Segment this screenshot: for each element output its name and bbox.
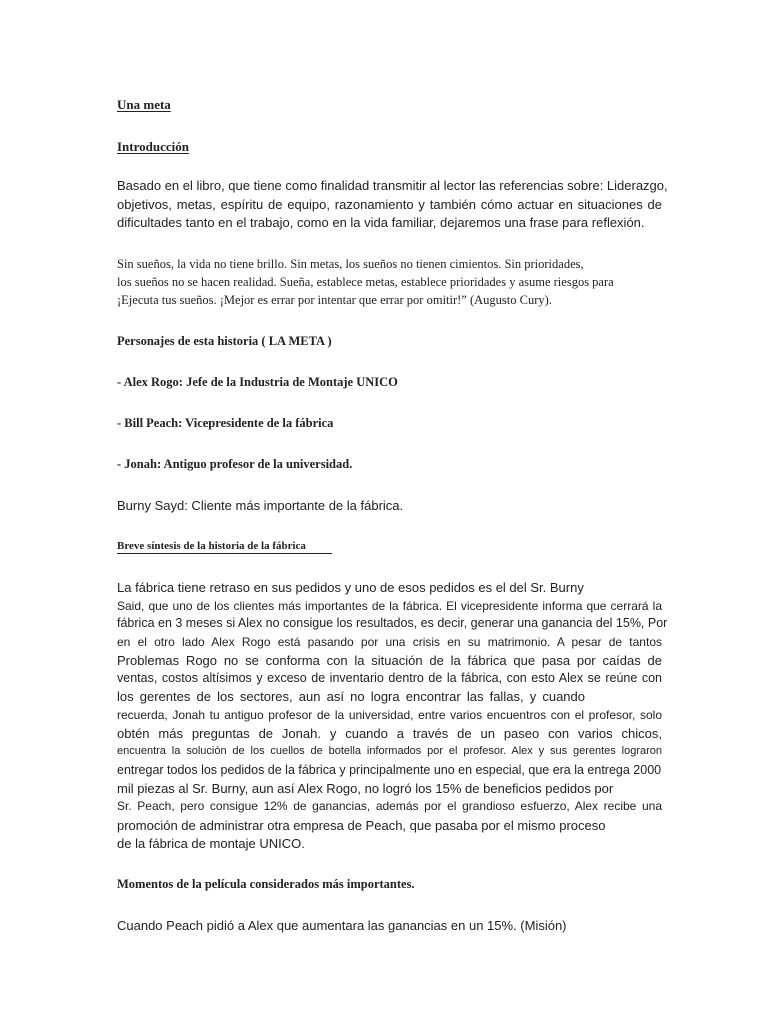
character-item: - Bill Peach: Vicepresidente de la fábrica bbox=[117, 416, 334, 430]
intro-heading: Introducción bbox=[117, 139, 189, 154]
intro-line: objetivos, metas, espíritu de equipo, razonamiento y también cómo actuar en situaciones de bbox=[117, 197, 662, 212]
summary-line: encuentra la solución de los cuellos de botella informados por el profesor. Alex y sus gerentes lograron bbox=[117, 745, 662, 757]
summary-line: Problemas Rogo no se conforma con la situación de la fábrica que pasa por caídas de bbox=[117, 653, 662, 668]
summary-line: Said, que uno de los clientes más importantes de la fábrica. El vicepresidente informa que cerrará la bbox=[117, 599, 662, 613]
summary-line: mil piezas al Sr. Burny, aun así Alex Rogo, no logró los 15% de beneficios pedidos por bbox=[117, 781, 614, 796]
summary-line: promoción de administrar otra empresa de Peach, que pasaba por el mismo proceso bbox=[117, 818, 606, 833]
summary-heading: Breve síntesis de la historia de la fábrica bbox=[117, 540, 306, 552]
quote-line: ¡Ejecuta tus sueños. ¡Mejor es errar por intentar que errar por omitir!” (Augusto Cury). bbox=[117, 293, 552, 307]
summary-line: ventas, costos altísimos y exceso de inventario dentro de la fábrica, con esto Alex se reúne con bbox=[117, 671, 662, 685]
characters-heading: Personajes de esta historia ( LA META ) bbox=[117, 334, 332, 348]
quote-line: Sin sueños, la vida no tiene brillo. Sin metas, los sueños no tienen cimientos. Sin prioridades, bbox=[117, 257, 584, 271]
character-item: - Alex Rogo: Jefe de la Industria de Montaje UNICO bbox=[117, 375, 398, 389]
summary-line: Sr. Peach, pero consigue 12% de ganancias, además por el grandioso esfuerzo, Alex recibe una bbox=[117, 799, 662, 813]
summary-line: en el otro lado Alex Rogo está pasando por una crisis en su matrimonio. A pesar de tantos bbox=[117, 635, 662, 649]
character-item: - Jonah: Antiguo profesor de la universidad. bbox=[117, 457, 353, 471]
summary-line: obtén más preguntas de Jonah. y cuando a través de un paseo con varios chicos, bbox=[117, 726, 662, 741]
summary-line: los gerentes de los sectores, aun así no logra encontrar las fallas, y cuando bbox=[117, 689, 585, 704]
client-line: Burny Sayd: Cliente más importante de la fábrica. bbox=[117, 498, 404, 513]
summary-line: de la fábrica de montaje UNICO. bbox=[117, 836, 305, 851]
summary-line: La fábrica tiene retraso en sus pedidos y uno de esos pedidos es el del Sr. Burny bbox=[117, 580, 584, 595]
moments-heading: Momentos de la película considerados más importantes. bbox=[117, 877, 415, 891]
intro-line: dificultades tanto en el trabajo, como en la vida familiar, dejaremos una frase para reflexión. bbox=[117, 215, 645, 230]
quote-line: los sueños no se hacen realidad. Sueña, establece metas, establece prioridades y asume riesgos para bbox=[117, 275, 614, 289]
summary-heading-rule bbox=[117, 553, 332, 554]
document-title: Una meta bbox=[117, 97, 171, 112]
summary-line: fábrica en 3 meses si Alex no consigue los resultados, es decir, generar una ganancia del 15%, Por bbox=[117, 616, 668, 630]
moment-line: Cuando Peach pidió a Alex que aumentara las ganancias en un 15%. (Misión) bbox=[117, 918, 567, 933]
intro-line: Basado en el libro, que tiene como finalidad transmitir al lector las referencias sobre: Liderazgo, bbox=[117, 178, 668, 193]
summary-line: entregar todos los pedidos de la fábrica y principalmente uno en especial, que era la entrega 2000 bbox=[117, 763, 662, 777]
summary-line: recuerda, Jonah tu antiguo profesor de la universidad, entre varios encuentros con el profesor, solo bbox=[117, 708, 662, 722]
